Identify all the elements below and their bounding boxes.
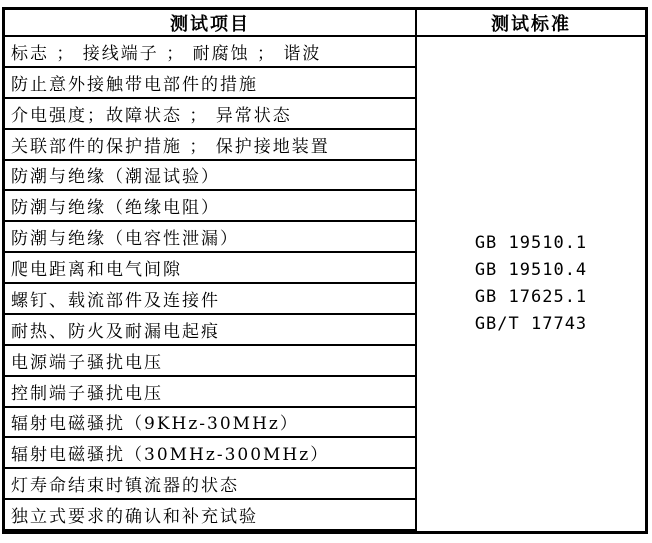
column-header-test-items: 测试项目 — [5, 10, 417, 37]
test-item-label: 防潮与绝缘（电容性泄漏） — [11, 229, 239, 250]
test-item-label: 辐射电磁骚扰（30MHz-300MHz） — [11, 445, 330, 466]
column-header-test-standard: 测试标准 — [417, 10, 645, 37]
test-item-label: 灯寿命结束时镇流器的状态 — [11, 476, 239, 497]
test-item-row — [5, 500, 415, 531]
standard-code: GB 19510.1 — [474, 233, 588, 253]
test-item-row — [5, 99, 415, 130]
test-item-row — [5, 469, 415, 500]
test-item-label: 防潮与绝缘（绝缘电阻） — [11, 198, 220, 219]
test-item-label: 介电强度；故障状态 ； 异常状态 — [11, 105, 292, 126]
test-item-label: 电源端子骚扰电压 — [11, 352, 163, 373]
test-item-row — [5, 191, 415, 222]
standard-code: GB 17625.1 — [474, 287, 588, 307]
test-item-row — [5, 408, 415, 439]
test-item-label: 螺钉、载流部件及连接件 — [11, 290, 220, 311]
test-item-row — [5, 315, 415, 346]
test-item-row — [5, 68, 415, 99]
test-item-row — [5, 377, 415, 408]
test-item-row — [5, 346, 415, 377]
test-item-label: 爬电距离和电气间隙 — [11, 260, 182, 281]
test-item-label: 标志 ； 接线端子 ； 耐腐蚀 ； 谐波 — [11, 43, 322, 64]
test-item-row — [5, 130, 415, 161]
standard-code: GB 19510.4 — [474, 260, 588, 280]
test-item-label: 独立式要求的确认和补充试验 — [11, 507, 258, 528]
test-item-label: 关联部件的保护措施 ； 保护接地装置 — [11, 136, 330, 157]
test-item-row — [5, 222, 415, 253]
test-item-label: 防潮与绝缘（潮湿试验） — [11, 167, 220, 188]
test-items-column — [5, 37, 417, 531]
test-item-label: 辐射电磁骚扰（9KHz-30MHz） — [11, 414, 299, 435]
standard-code: GB/T 17743 — [474, 314, 588, 334]
test-item-row — [5, 284, 415, 315]
test-standard-merged-cell — [417, 37, 645, 531]
test-item-label: 防止意外接触带电部件的措施 — [11, 74, 258, 95]
standards-list — [475, 230, 587, 338]
test-item-row — [5, 37, 415, 68]
test-item-label: 控制端子骚扰电压 — [11, 383, 163, 404]
test-standards-table — [2, 7, 648, 534]
test-item-row — [5, 253, 415, 284]
test-item-row — [5, 438, 415, 469]
test-item-label: 耐热、防火及耐漏电起痕 — [11, 321, 220, 342]
test-item-row — [5, 161, 415, 192]
